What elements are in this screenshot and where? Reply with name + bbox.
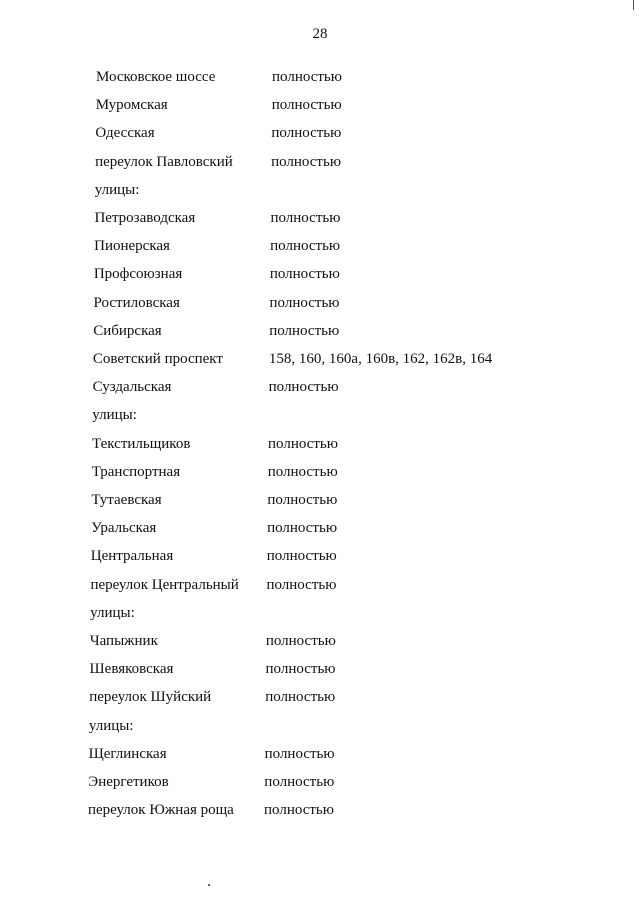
coverage-value: полностью	[269, 266, 340, 283]
table-row	[0, 771, 640, 793]
coverage-value: полностью	[268, 435, 338, 452]
street-name: переулок Центральный	[90, 576, 239, 593]
street-name: переулок Шуйский	[89, 689, 212, 706]
scan-dot	[208, 884, 210, 886]
coverage-value: полностью	[266, 548, 337, 565]
coverage-value: полностью	[271, 97, 342, 114]
coverage-value: полностью	[265, 661, 336, 678]
table-row	[0, 489, 640, 511]
coverage-value: полностью	[270, 238, 341, 255]
table-row	[0, 799, 640, 821]
table-row	[0, 151, 640, 173]
coverage-value: полностью	[264, 774, 335, 790]
coverage-value: полностью	[271, 125, 342, 142]
table-row	[0, 404, 640, 426]
table-row	[0, 179, 640, 201]
street-name: Тутаевская	[91, 492, 162, 508]
street-name: Пионерская	[94, 238, 170, 255]
table-row	[0, 376, 640, 398]
coverage-value: полностью	[264, 745, 335, 762]
street-name: Центральная	[90, 548, 174, 565]
street-name: Шевяковская	[89, 661, 174, 678]
street-name: переулок Южная роща	[88, 802, 234, 819]
coverage-value: полностью	[270, 210, 341, 226]
street-name: Щеглинская	[88, 745, 167, 762]
street-name: Профсоюзная	[93, 266, 183, 283]
table-row	[0, 743, 640, 765]
table-row	[0, 320, 640, 342]
street-name: улицы:	[88, 717, 134, 734]
coverage-value: полностью	[266, 576, 337, 593]
street-name: Транспортная	[91, 463, 181, 480]
street-name: улицы:	[92, 407, 137, 424]
coverage-value: полностью	[265, 689, 336, 706]
street-name: Советский проспект	[92, 351, 223, 367]
street-name: Текстильщиков	[92, 435, 191, 452]
street-name: Одесская	[95, 125, 155, 142]
table-row	[0, 658, 640, 680]
coverage-value: полностью	[267, 463, 338, 480]
street-name: Уральская	[91, 520, 157, 537]
table-row	[0, 602, 640, 624]
table-row	[0, 574, 640, 596]
table-row	[0, 263, 640, 285]
coverage-value: полностью	[271, 153, 342, 170]
street-name: Сибирская	[93, 322, 162, 339]
street-name: Муромская	[95, 97, 168, 114]
street-name: Московское шоссе	[96, 69, 216, 85]
table-row	[0, 122, 640, 144]
table-row	[0, 433, 640, 455]
table-row	[0, 292, 640, 314]
street-name: улицы:	[90, 604, 135, 621]
table-row	[0, 348, 640, 370]
table-row	[0, 207, 640, 229]
coverage-value: 158, 160, 160а, 160в, 162, 162в, 164	[268, 351, 493, 367]
street-name: улицы:	[94, 181, 140, 198]
table-row	[0, 94, 640, 116]
street-name: Чапыжник	[89, 633, 158, 649]
street-name: Энергетиков	[88, 774, 169, 790]
coverage-value: полностью	[268, 379, 339, 396]
coverage-value: полностью	[269, 294, 340, 311]
coverage-value: полностью	[265, 633, 336, 649]
page-number: 28	[312, 26, 328, 42]
table-row	[0, 235, 640, 257]
street-name: Суздальская	[92, 379, 172, 396]
table-row	[0, 517, 640, 539]
street-name: переулок Павловский	[95, 153, 233, 170]
table-row	[0, 545, 640, 567]
street-name: Петрозаводская	[94, 210, 196, 226]
table-row	[0, 461, 640, 483]
coverage-value: полностью	[272, 69, 342, 85]
street-name: Ростиловская	[93, 294, 180, 311]
table-row	[0, 66, 640, 88]
table-row	[0, 715, 640, 737]
coverage-value: полностью	[267, 492, 338, 508]
table-row	[0, 686, 640, 708]
coverage-value: полностью	[267, 520, 338, 537]
coverage-value: полностью	[269, 322, 340, 339]
scan-artifact	[633, 0, 634, 10]
table-row	[0, 630, 640, 652]
coverage-value: полностью	[264, 802, 334, 819]
